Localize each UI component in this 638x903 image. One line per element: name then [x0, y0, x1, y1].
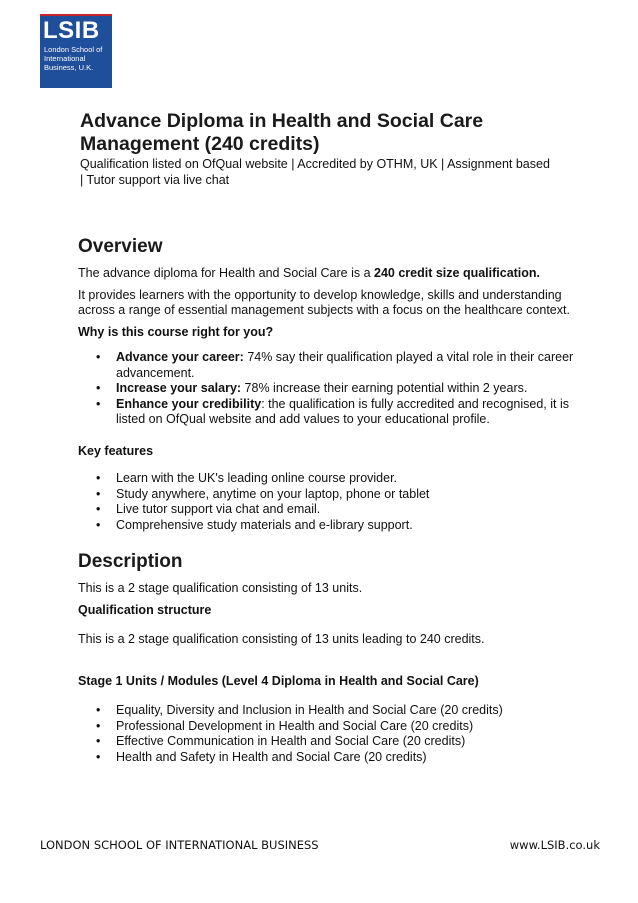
why-list	[78, 350, 578, 428]
why-item-text: : the qualification is fully accredited and recognised, it is listed on OfQual website and add values to your educational profile.	[116, 396, 569, 426]
logo-line-2: International	[44, 54, 86, 63]
list-item: • Professional Development in Health and Social Care (20 credits)	[78, 719, 578, 735]
list-item: • Comprehensive study materials and e-library support.	[78, 518, 578, 534]
footer-left: LONDON SCHOOL OF INTERNATIONAL BUSINESS	[40, 838, 319, 852]
logo-mark: LSIB	[43, 17, 100, 44]
why-item-text: 74% say their qualification played a vital role in their career advancement.	[116, 350, 574, 380]
structure-heading: Qualification structure	[78, 602, 212, 617]
overview-intro-bold: 240 credit size qualification.	[374, 266, 541, 280]
description-heading: Description	[78, 551, 183, 572]
list-item: • Learn with the UK's leading online course provider.	[78, 471, 578, 487]
why-item-bold: Enhance your credibility	[116, 396, 262, 411]
overview-intro	[78, 266, 578, 282]
description-paragraph-1: This is a 2 stage qualification consisting of 13 units.	[78, 581, 363, 595]
list-item: • Equality, Diversity and Inclusion in Health and Social Care (20 credits)	[78, 703, 578, 719]
list-item: • Health and Safety in Health and Social Care (20 credits)	[78, 750, 578, 766]
lsib-logo	[40, 14, 112, 88]
list-item	[78, 350, 578, 381]
document-body	[78, 236, 578, 765]
why-item-text: 78% increase their earning potential within 2 years.	[241, 381, 528, 395]
description-paragraph-2: This is a 2 stage qualification consisting of 13 units leading to 240 credits.	[78, 632, 485, 646]
stage1-heading: Stage 1 Units / Modules (Level 4 Diploma in Health and Social Care)	[78, 673, 479, 688]
why-item-bold: Increase your salary:	[116, 381, 242, 395]
footer-right: www.LSIB.co.uk	[509, 838, 600, 852]
list-item: • Study anywhere, anytime on your laptop, phone or tablet	[78, 487, 578, 503]
logo-line-1: London School of	[44, 45, 103, 54]
overview-paragraph: It provides learners with the opportunity to develop knowledge, skills and understanding across a range of essential management subjects with a focus on the healthcare context.	[78, 287, 570, 317]
list-item	[78, 381, 578, 397]
overview-heading: Overview	[78, 236, 163, 257]
why-heading: Why is this course right for you?	[78, 324, 274, 339]
features-list	[78, 471, 578, 533]
list-item: • Live tutor support via chat and email.	[78, 502, 578, 518]
list-item	[78, 397, 578, 428]
list-item: • Effective Communication in Health and Social Care (20 credits)	[78, 734, 578, 750]
key-features-heading: Key features	[78, 443, 154, 458]
stage1-list	[78, 703, 578, 765]
page-title: Advance Diploma in Health and Social Care Management (240 credits)	[80, 110, 484, 155]
page-footer	[40, 838, 600, 852]
page-subtitle: Qualification listed on OfQual website | Accredited by OTHM, UK | Assignment based | Tutor support via live chat	[80, 157, 550, 187]
why-item-bold: Advance your career:	[116, 350, 244, 364]
logo-line-3: Business, U.K.	[44, 63, 94, 72]
overview-intro-text: The advance diploma for Health and Social Care is a	[78, 266, 374, 280]
